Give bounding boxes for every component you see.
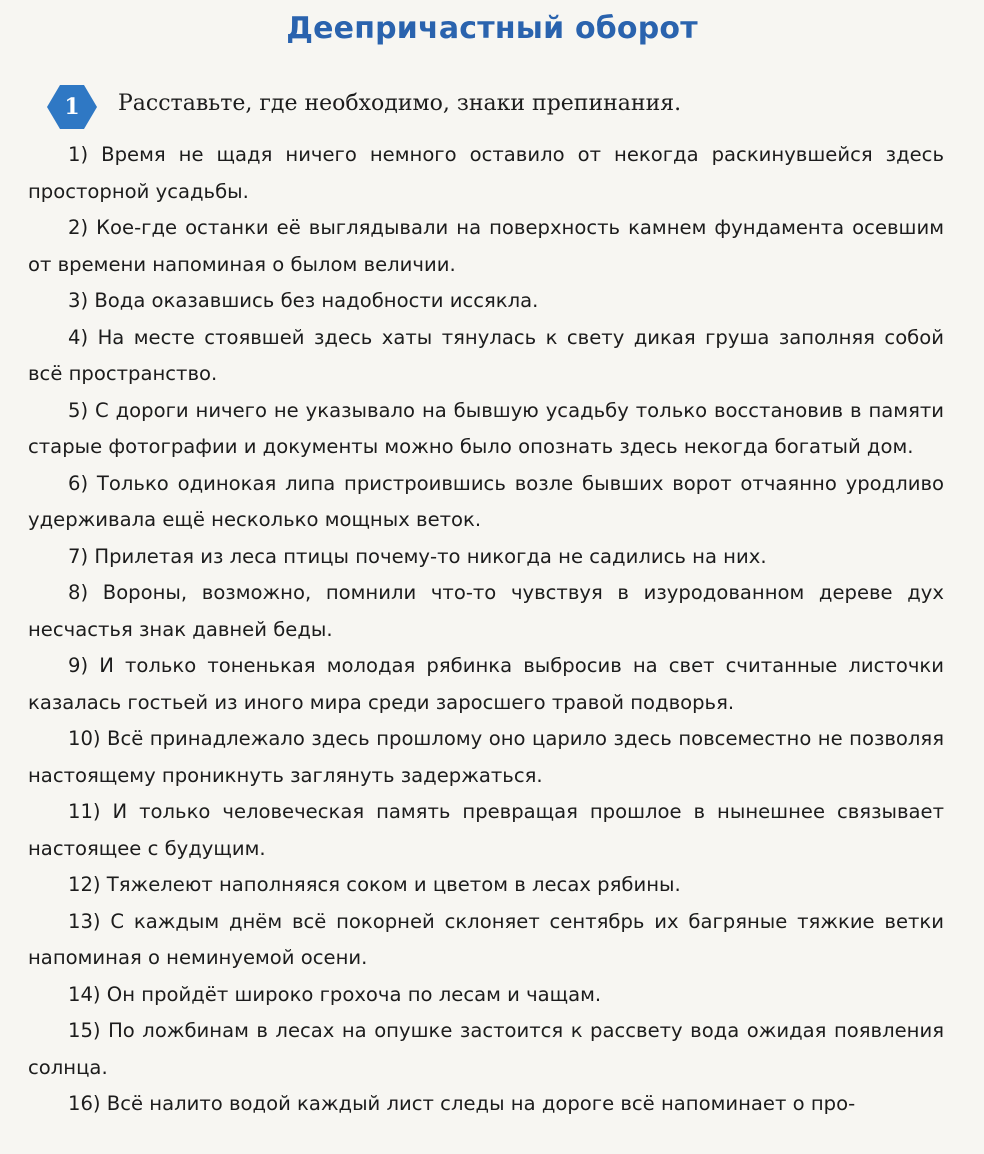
task-number: 1 <box>64 94 80 120</box>
task-instruction: Расставьте, где необходимо, знаки препинания. <box>118 91 682 116</box>
sentence-2: 2) Кое-где останки её выглядывали на поверхность камнем фундамента осевшим от времени напоминая о былом величии. <box>28 216 944 276</box>
sentence-10: 10) Всё принадлежало здесь прошлому оно царило здесь повсеместно не позволяя настоящему проникнуть заглянуть задержаться. <box>28 727 944 787</box>
sentence-12: 12) Тяжелеют наполняяся соком и цветом в лесах рябины. <box>68 873 681 896</box>
sentence-8: 8) Вороны, возможно, помнили что-то чувствуя в изуродованном дереве дух несчастья знак давней беды. <box>28 581 944 641</box>
sentence-9: 9) И только тоненькая молодая рябинка выбросив на свет считанные листочки казалась гостьей из иного мира среди заросшего травой подворья. <box>28 654 944 714</box>
sentence-16: 16) Всё налито водой каждый лист следы на дороге всё напоминает о про- <box>68 1092 856 1115</box>
sentence-3: 3) Вода оказавшись без надобности иссякла. <box>68 289 539 312</box>
sentence-15: 15) По ложбинам в лесах на опушке застоится к рассвету вода ожидая появления солнца. <box>28 1019 944 1079</box>
sentence-13: 13) С каждым днём всё покорней склоняет сентябрь их багряные тяжкие ветки напоминая о неминуемой осени. <box>28 909 944 969</box>
sentence-7: 7) Прилетая из леса птицы почему-то никогда не садились на них. <box>68 544 767 568</box>
sentence-14: 14) Он пройдёт широко грохоча по лесам и чащам. <box>68 982 602 1006</box>
sentence-5: 5) С дороги ничего не указывало на бывшую усадьбу только восстановив в памяти старые фотографии и документы можно было опознать здесь некогда богатый дом. <box>28 398 944 458</box>
sentence-6: 6) Только одинокая липа пристроившись возле бывших ворот отчаянно уродливо удерживала ещё несколько мощных веток. <box>28 471 944 531</box>
sentence-4: 4) На месте стоявшей здесь хаты тянулась к свету дикая груша заполняя собой всё пространство. <box>28 325 944 385</box>
sentence-1: 1) Время не щадя ничего немного оставило от некогда раскинувшейся здесь просторной усадьбы. <box>28 143 944 203</box>
task-header <box>46 80 946 128</box>
page-title: Деепричастный оборот <box>286 11 698 46</box>
sentence-11: 11) И только человеческая память превращая прошлое в нынешнее связывает настоящее с будущим. <box>28 800 944 860</box>
sentence-list <box>28 137 944 1123</box>
